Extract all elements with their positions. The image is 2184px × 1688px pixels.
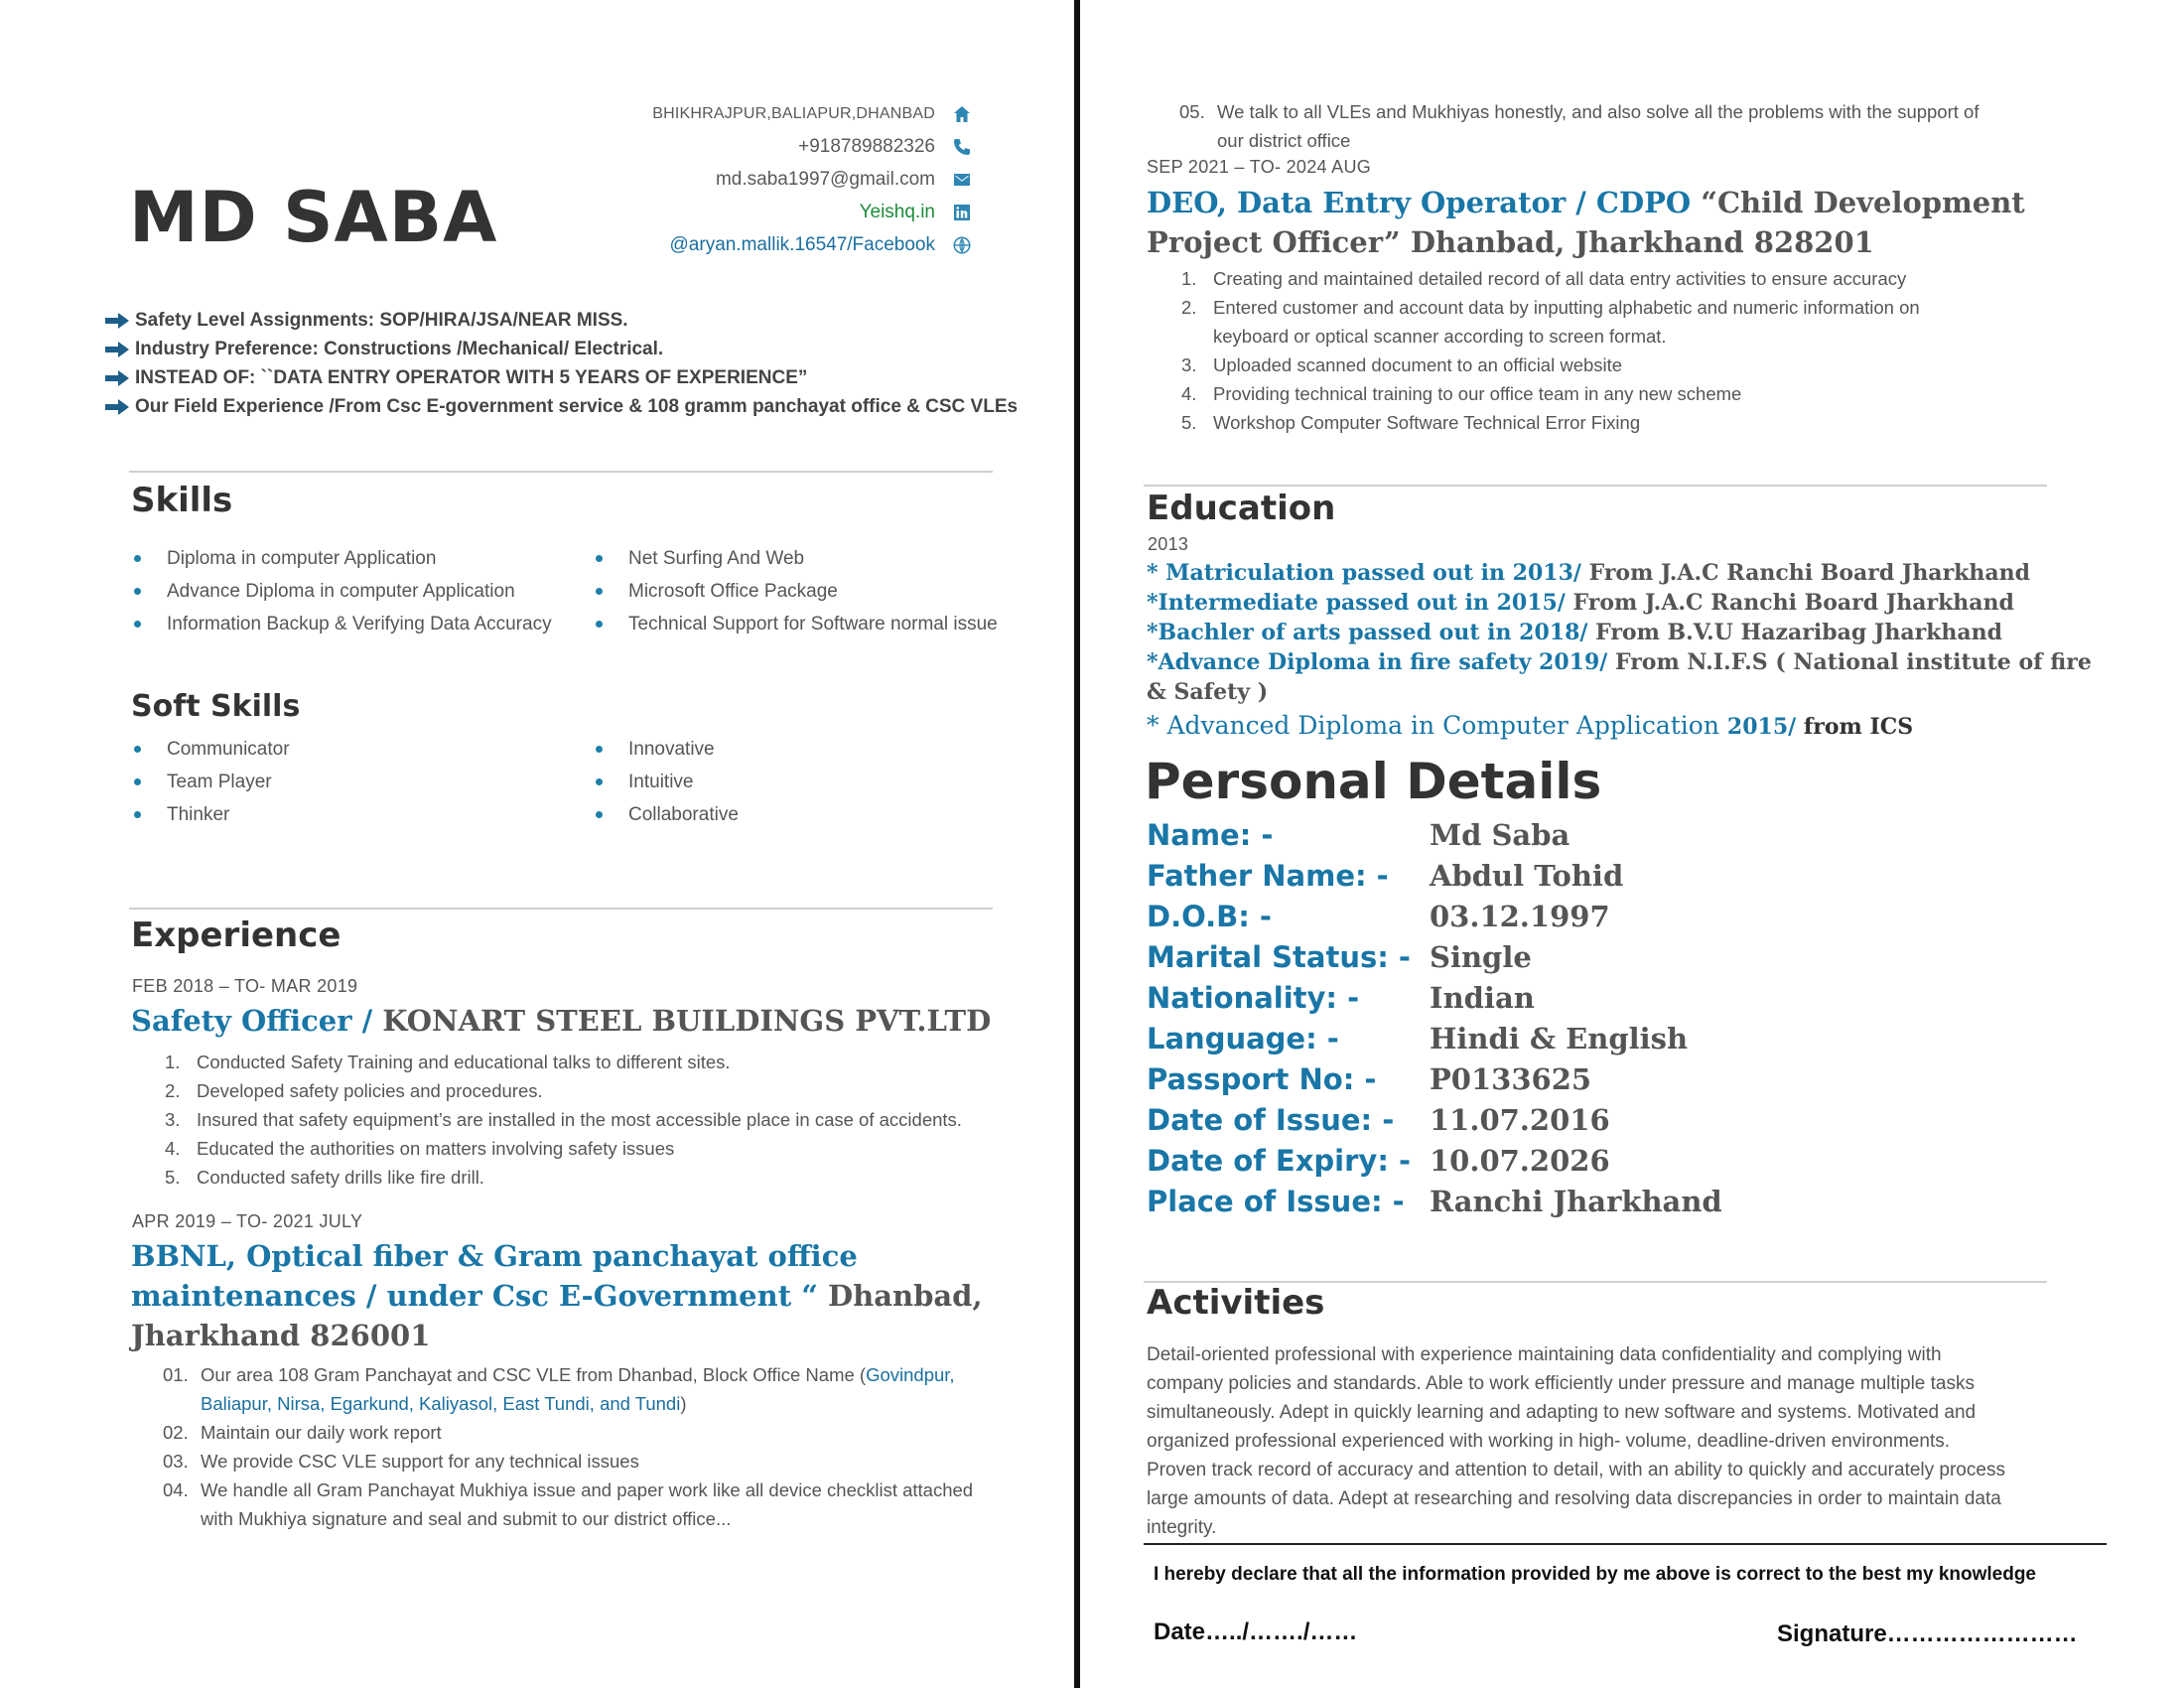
page-divider (1074, 0, 1080, 1688)
divider-line (1144, 1543, 2107, 1545)
experience-heading: Experience (131, 915, 341, 955)
education-item: *Intermediate passed out in 2015/ From J.A.C Ranchi Board Jharkhand (1147, 590, 2014, 616)
list-item: Baliapur, Nirsa, Egarkund, Kaliyasol, East Tundi, and Tundi) (201, 1393, 687, 1414)
list-item: 5. Conducted safety drills like fire drill. (165, 1167, 484, 1188)
personal-row-issue-date: Date of Issue: - 11.07.2016 (1147, 1102, 1610, 1137)
soft-skill-item: Collaborative (596, 798, 739, 831)
personal-row-expiry-date: Date of Expiry: - 10.07.2026 (1147, 1143, 1610, 1178)
linkedin-icon (951, 202, 973, 223)
skill-item: Technical Support for Software normal issue (596, 608, 998, 640)
highlight-item: INSTEAD OF: ``DATA ENTRY OPERATOR WITH 5 YEARS OF EXPERIENCE” (105, 363, 1018, 392)
personal-row-passport: Passport No: - P0133625 (1147, 1061, 1592, 1096)
block-office-link[interactable]: Govindpur, (866, 1364, 955, 1385)
job3-dates: SEP 2021 – TO- 2024 AUG (1147, 157, 1372, 177)
skills-heading: Skills (131, 481, 233, 520)
education-item: *Bachler of arts passed out in 2018/ From B.V.U Hazaribag Jharkhand (1147, 620, 2003, 645)
divider-line (129, 471, 993, 473)
list-item: our district office (1217, 130, 1351, 151)
list-item: 05. We talk to all VLEs and Mukhiyas honestly, and also solve all the problems with the support of (1179, 101, 1979, 122)
phone-icon (951, 136, 973, 158)
candidate-name: MD SABA (129, 177, 498, 258)
job1-dates: FEB 2018 – TO- MAR 2019 (132, 976, 358, 996)
list-item: 04. We handle all Gram Panchayat Mukhiya issue and paper work like all device checklist attached (163, 1479, 974, 1500)
education-item: * Advanced Diploma in Computer Application 2015/ from ICS (1147, 711, 1914, 740)
contact-website[interactable]: Yeishq.in (652, 196, 973, 228)
personal-row-issue-place: Place of Issue: - Ranchi Jharkhand (1147, 1184, 1722, 1218)
signature-field: Signature…………………… (1777, 1620, 2078, 1647)
contact-address: BHIKHRAJPUR,BALIAPUR,DHANBAD (652, 97, 973, 130)
education-item: *Advance Diploma in fire safety 2019/ From N.I.F.S ( National institute of fire (1147, 649, 2092, 675)
list-item: 03. We provide CSC VLE support for any technical issues (163, 1451, 639, 1472)
arrow-bullet-icon (105, 312, 129, 330)
date-field: Date…../……./…… (1154, 1618, 1358, 1645)
personal-row-dob: D.O.B: - 03.12.1997 (1147, 899, 1610, 933)
contact-social[interactable]: @aryan.mallik.16547/Facebook (652, 228, 973, 261)
personal-details-heading: Personal Details (1145, 753, 1602, 810)
list-item: keyboard or optical scanner according to screen format. (1213, 326, 1667, 347)
job2-duties (163, 1360, 997, 1533)
skill-item: Information Backup & Verifying Data Accuracy (134, 608, 552, 640)
soft-skill-item: Intuitive (596, 766, 739, 798)
skill-item: Net Surfing And Web (596, 542, 998, 575)
highlights-list (105, 306, 1018, 421)
list-item: 2. Developed safety policies and procedures. (165, 1080, 543, 1101)
job3-duties (1181, 264, 2075, 437)
job2-duties-continued (1179, 97, 2073, 155)
arrow-bullet-icon (105, 398, 129, 416)
skill-item: Diploma in computer Application (134, 542, 552, 575)
education-item: * Matriculation passed out in 2013/ From J.A.C Ranchi Board Jharkhand (1147, 560, 2031, 586)
arrow-bullet-icon (105, 341, 129, 358)
soft-skill-item: Communicator (134, 733, 290, 766)
list-item: 3. Uploaded scanned document to an official website (1181, 354, 1623, 375)
job2-dates: APR 2019 – TO- 2021 JULY (132, 1211, 363, 1231)
skills-list-left (134, 542, 552, 640)
soft-skills-list-left (134, 733, 290, 831)
divider-line (1144, 485, 2047, 487)
list-item: 01. Our area 108 Gram Panchayat and CSC VLE from Dhanbad, Block Office Name (Govindpur, (163, 1364, 955, 1385)
list-item: 4. Providing technical training to our office team in any new scheme (1181, 383, 1742, 404)
job3-title: DEO, Data Entry Operator / CDPO “Child Development Project Officer” Dhanbad, Jharkhand 828201 (1147, 186, 2025, 259)
contact-phone[interactable]: +918789882326 (652, 130, 973, 163)
list-item: with Mukhiya signature and seal and submit to our district office... (201, 1508, 732, 1529)
arrow-bullet-icon (105, 369, 129, 387)
job2-title: BBNL, Optical fiber & Gram panchayat office maintenances / under Csc E-Government “ Dhanbad, Jharkhand 826001 (131, 1239, 983, 1352)
soft-skill-item: Innovative (596, 733, 739, 766)
personal-row-language: Language: - Hindi & English (1147, 1021, 1689, 1055)
list-item: 3. Insured that safety equipment’s are installed in the most accessible place in case of accidents. (165, 1109, 962, 1130)
highlight-item: Safety Level Assignments: SOP/HIRA/JSA/NEAR MISS. (105, 306, 1018, 335)
activities-paragraph: Detail-oriented professional with experience maintaining data confidentiality and complying with company policies and standards. Able to work efficiently under pressure and manage multiple tasks simultaneously. Adept in quickly learning and adapting to new software and systems. Motivated and organized professional experienced with working in high- volume, deadline-driven environments. Proven track record of accuracy and attention to detail, with an ability to quickly and accurately process large amounts of data. Adept at researching and resolving data discrepancies in order to maintain data integrity. (1147, 1344, 2005, 1538)
list-item: 1. Conducted Safety Training and educational talks to different sites. (165, 1052, 731, 1072)
globe-icon (951, 234, 973, 256)
activities-heading: Activities (1147, 1283, 1325, 1323)
soft-skill-item: Team Player (134, 766, 290, 798)
personal-row-name: Name: - Md Saba (1147, 817, 1570, 852)
soft-skill-item: Thinker (134, 798, 290, 831)
list-item: 4. Educated the authorities on matters involving safety issues (165, 1138, 675, 1159)
personal-row-father: Father Name: - Abdul Tohid (1147, 858, 1624, 893)
skill-item: Microsoft Office Package (596, 575, 998, 608)
list-item: 5. Workshop Computer Software Technical Error Fixing (1181, 412, 1641, 433)
highlight-item: Industry Preference: Constructions /Mechanical/ Electrical. (105, 335, 1018, 363)
education-heading: Education (1147, 489, 1336, 528)
home-icon (951, 103, 973, 125)
list-item: 1. Creating and maintained detailed record of all data entry activities to ensure accuracy (1181, 268, 1907, 289)
skills-list-right (596, 542, 998, 640)
list-item: 02. Maintain our daily work report (163, 1422, 442, 1443)
personal-row-nationality: Nationality: - Indian (1147, 980, 1535, 1015)
personal-row-marital: Marital Status: - Single (1147, 939, 1532, 974)
highlight-item: Our Field Experience /From Csc E-government service & 108 gramm panchayat office & CSC VLEs (105, 392, 1018, 421)
skill-item: Advance Diploma in computer Application (134, 575, 552, 608)
list-item: 2. Entered customer and account data by inputting alphabetic and numeric information on (1181, 297, 1920, 318)
education-year: 2013 (1148, 534, 1189, 554)
contact-block (652, 97, 973, 261)
block-office-link[interactable]: Baliapur, Nirsa, Egarkund, Kaliyasol, East Tundi, and Tundi (201, 1393, 681, 1414)
job1-duties (165, 1048, 962, 1192)
job1-title: Safety Officer / KONART STEEL BUILDINGS PVT.LTD (131, 1004, 992, 1038)
education-item-continued: & Safety ) (1147, 679, 1269, 705)
mail-icon (951, 169, 973, 191)
soft-skills-list-right (596, 733, 739, 831)
contact-email[interactable]: md.saba1997@gmail.com (652, 163, 973, 196)
declaration-text: I hereby declare that all the information provided by me above is correct to the best my knowledge (1154, 1564, 2037, 1585)
soft-skills-heading: Soft Skills (131, 689, 301, 724)
divider-line (129, 908, 993, 910)
